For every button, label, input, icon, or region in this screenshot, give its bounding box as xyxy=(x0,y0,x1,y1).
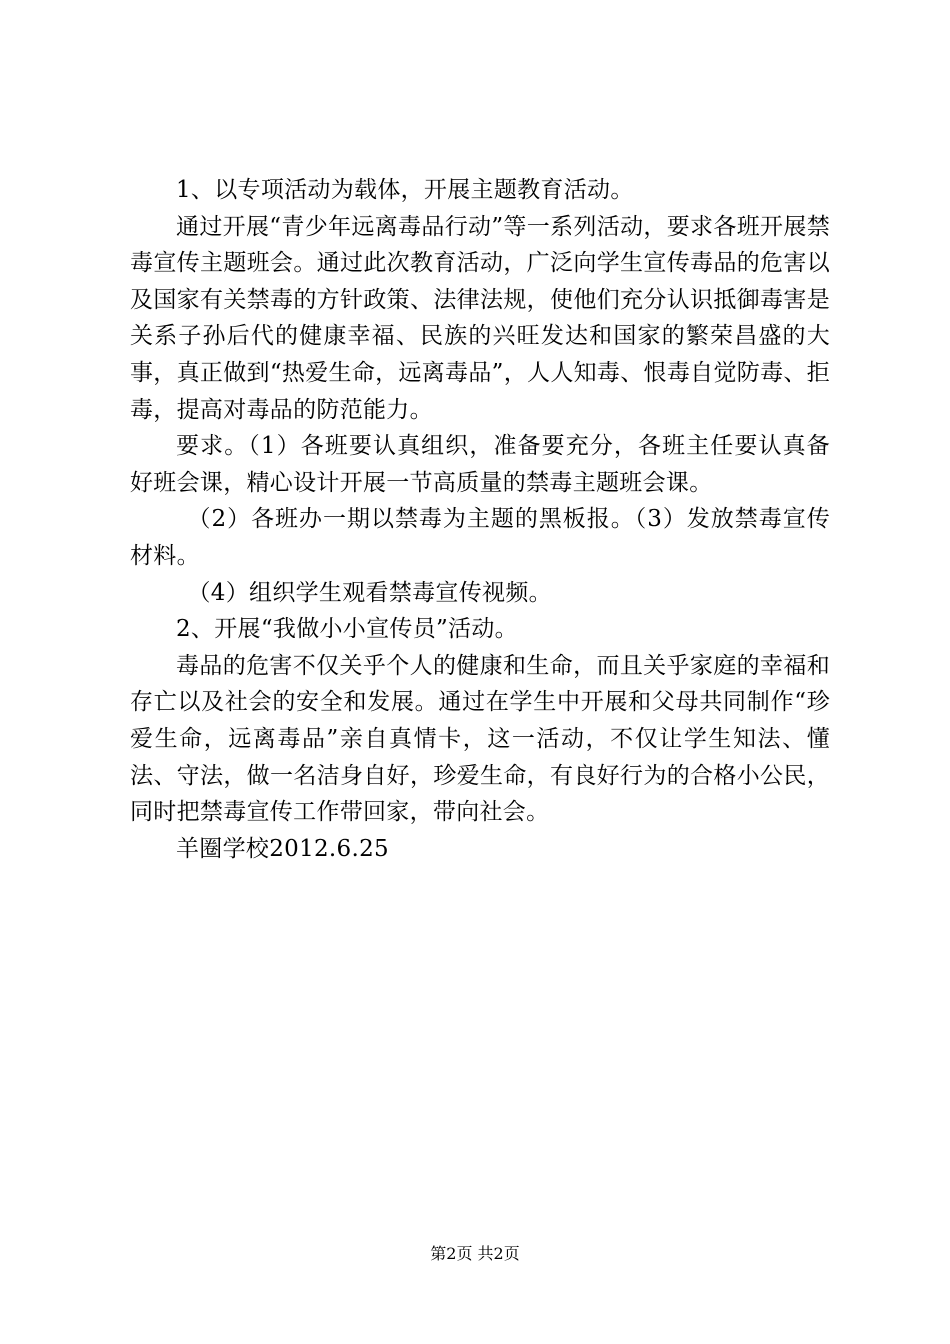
paragraph-signature-date: 羊圈学校2012.6.25 xyxy=(176,835,389,862)
paragraph-propaganda-description: 毒品的危害不仅关乎个人的健康和生命，而且关乎家庭的幸福和存亡以及社会的安全和发展。通过在学生中开展和父母共同制作“珍爱生命，远离毒品”亲自真情卡，这一活动，不仅让学生知法、懂法、守法，做一名洁身自好，珍爱生命，有良好行为的合格小公民，同时把禁毒宣传工作带回家，带向社会。 xyxy=(130,652,830,826)
paragraph-section-1-heading: 1、以专项活动为载体，开展主题教育活动。 xyxy=(176,177,634,203)
page-number-footer: 第2页 共2页 xyxy=(430,1244,520,1263)
paragraph-activity-description: 通过开展“青少年远离毒品行动”等一系列活动，要求各班开展禁毒宣传主题班会。通过此次教育活动，广泛向学生宣传毒品的危害以及国家有关禁毒的方针政策、法律法规，使他们充分认识抵御毒害是关系子孙后代的健康幸福、民族的兴旺发达和国家的繁荣昌盛的大事，真正做到“热爱生命，远离毒品”，人人知毒、恨毒自觉防毒、拒毒，提高对毒品的防范能力。 xyxy=(130,213,830,423)
paragraph-requirements: 要求。（1）各班要认真组织，准备要充分，各班主任要认真备好班会课，精心设计开展一节高质量的禁毒主题班会课。 xyxy=(130,433,830,496)
paragraph-requirement-4: （4）组织学生观看禁毒宣传视频。 xyxy=(187,579,552,606)
paragraph-requirement-2-3: （2）各班办一期以禁毒为主题的黑板报。（3）发放禁毒宣传材料。 xyxy=(130,506,830,569)
document-body xyxy=(130,172,830,867)
paragraph-section-2-heading: 2、开展“我做小小宣传员”活动。 xyxy=(176,616,518,643)
